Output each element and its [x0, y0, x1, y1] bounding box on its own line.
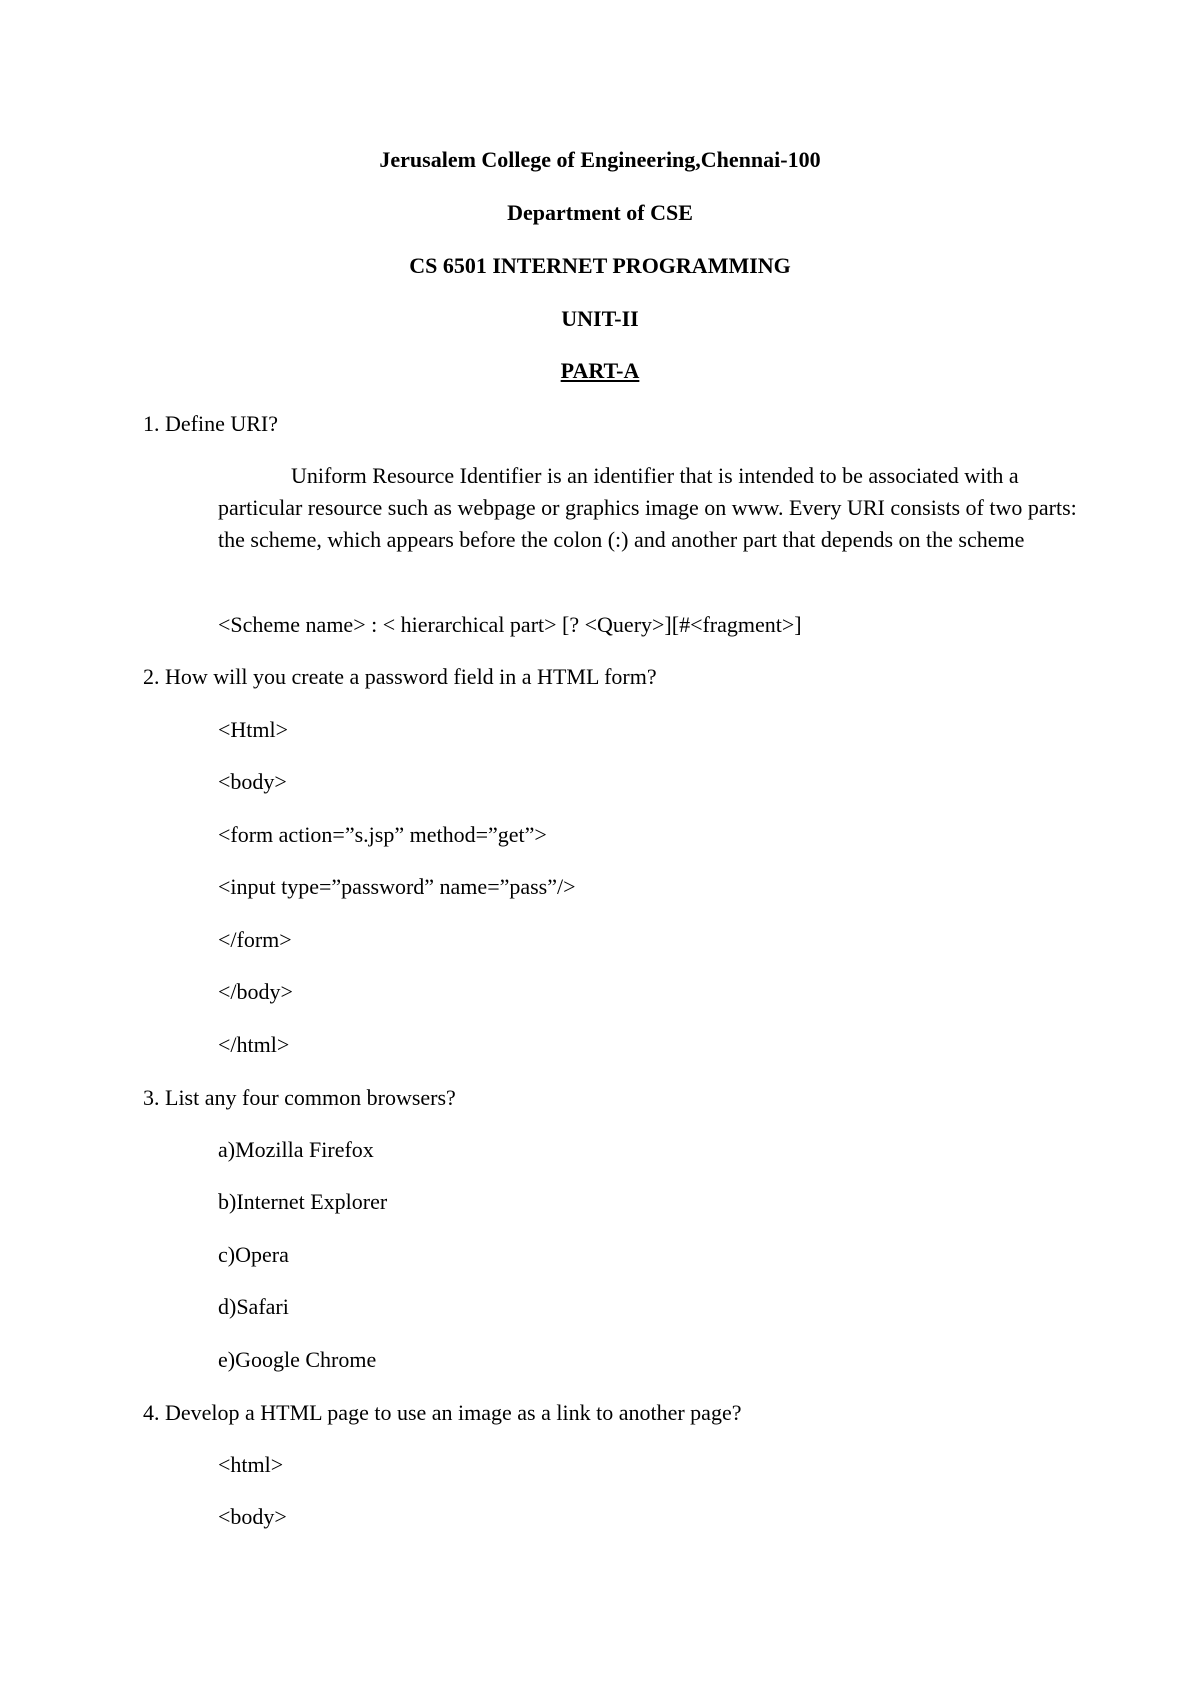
part-title: PART-A: [560, 358, 640, 383]
code-line: </body>: [218, 979, 293, 1004]
course-title: CS 6501 INTERNET PROGRAMMING: [409, 253, 791, 278]
question-3-title: 3. List any four common browsers?: [143, 1085, 456, 1110]
code-line: </form>: [218, 927, 292, 952]
unit-title: UNIT-II: [561, 306, 639, 331]
browser-item: d)Safari: [218, 1294, 289, 1319]
browser-item: c)Opera: [218, 1242, 289, 1267]
uri-syntax: <Scheme name> : < hierarchical part> [? <Query>][#<fragment>]: [218, 612, 802, 637]
code-line: <body>: [218, 769, 287, 794]
code-line: <input type=”password” name=”pass”/>: [218, 874, 576, 899]
browser-item: b)Internet Explorer: [218, 1189, 388, 1214]
browser-item: e)Google Chrome: [218, 1347, 377, 1372]
code-line: <form action=”s.jsp” method=”get”>: [218, 822, 547, 847]
college-title: Jerusalem College of Engineering,Chennai-100: [379, 147, 821, 172]
question-1-title: 1. Define URI?: [143, 411, 279, 436]
department-title: Department of CSE: [507, 200, 693, 225]
question-4-title: 4. Develop a HTML page to use an image as a link to another page?: [143, 1400, 742, 1425]
question-2-title: 2. How will you create a password field in a HTML form?: [143, 664, 657, 689]
code-line: <Html>: [218, 717, 289, 742]
browser-item: a)Mozilla Firefox: [218, 1137, 374, 1162]
code-line: </html>: [218, 1032, 290, 1057]
code-line: <html>: [218, 1452, 284, 1477]
code-line: <body>: [218, 1504, 287, 1529]
question-1-answer: Uniform Resource Identifier is an identifier that is intended to be associated with a particular resource such as webpage or graphics image on www. Every URI consists of two parts: the scheme, which appears before the colon (:) and another part that depends on the scheme: [218, 463, 1077, 552]
